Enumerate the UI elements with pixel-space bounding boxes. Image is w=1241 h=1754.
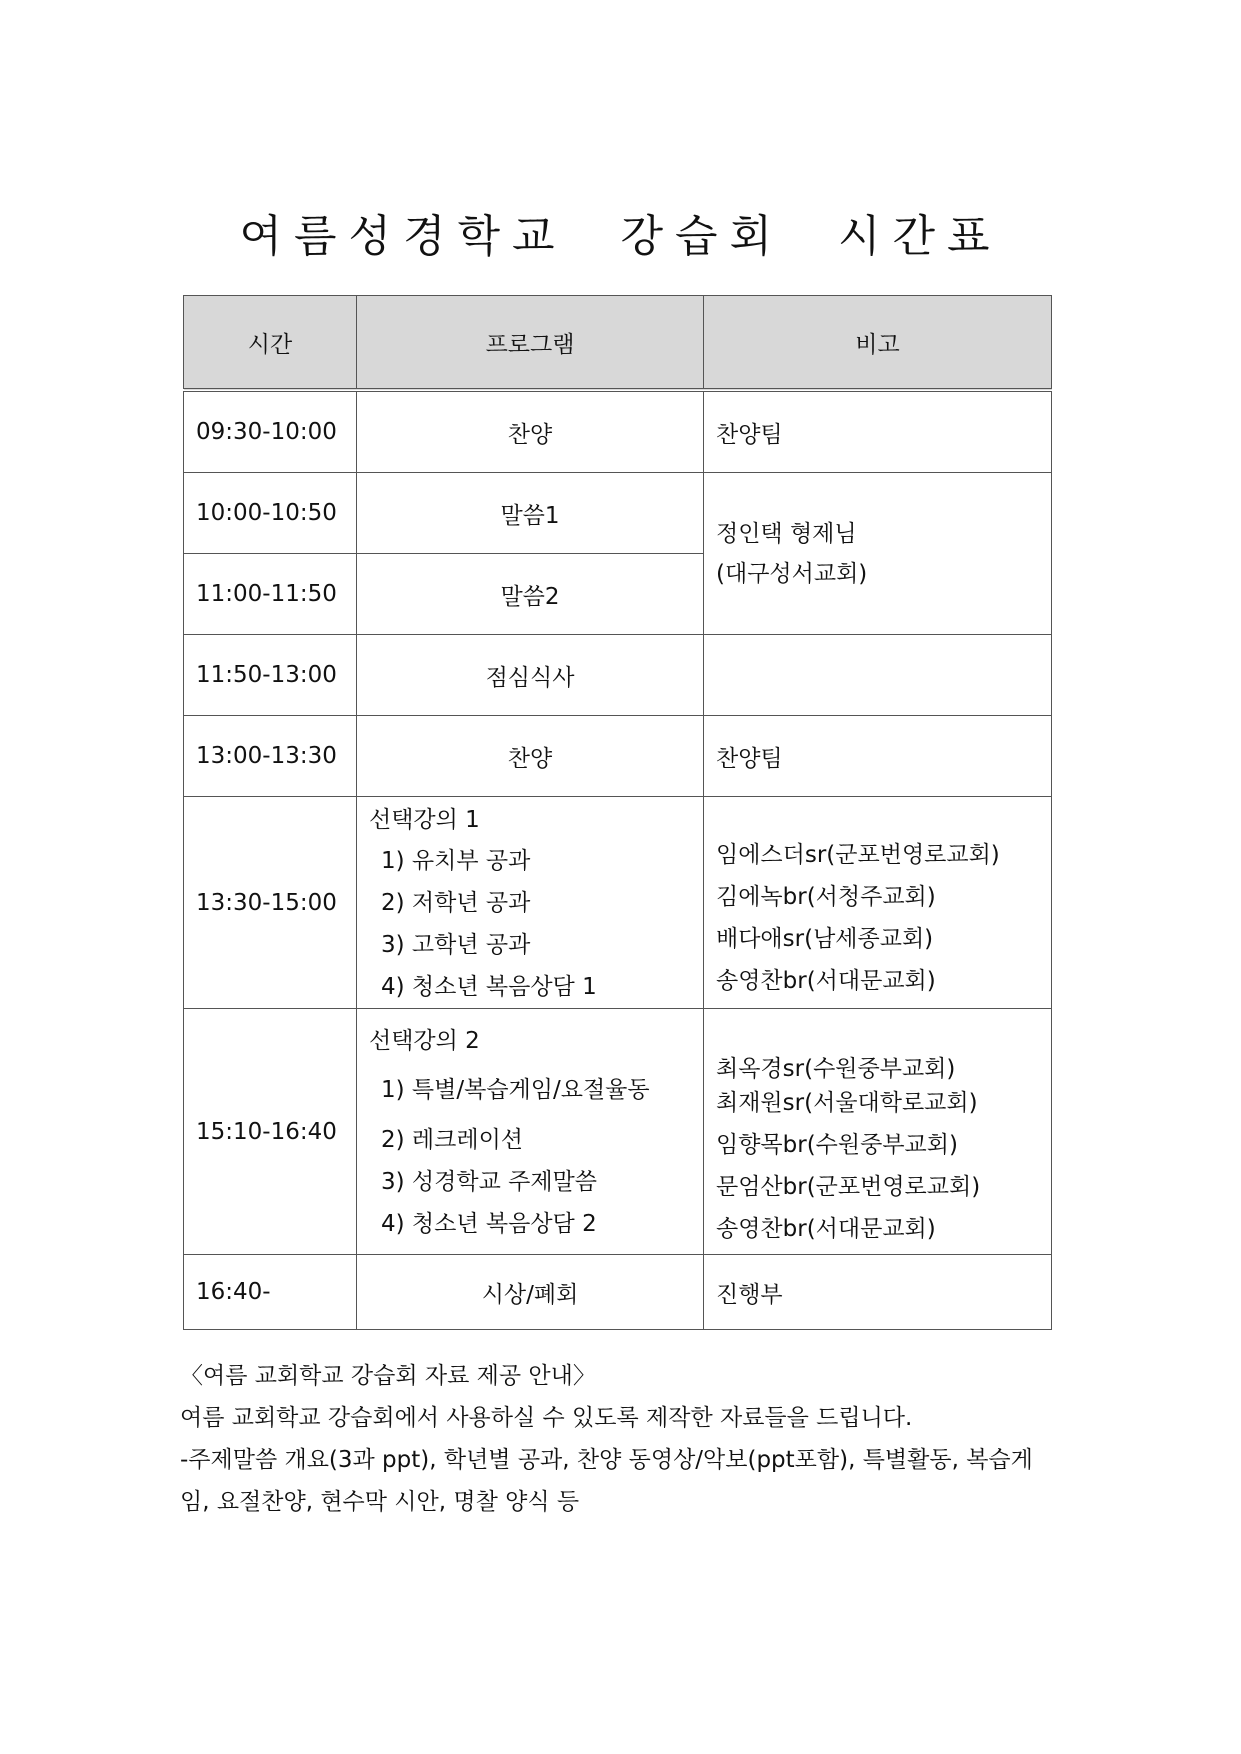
program-cell: 말씀1: [357, 473, 704, 554]
note-cell: 찬양팀: [704, 390, 1052, 473]
note-cell: [704, 1009, 1052, 1255]
table-row: [184, 716, 1052, 797]
list-item: 2) 레크레이션: [381, 1127, 524, 1153]
time-cell: 13:00-13:30: [184, 716, 357, 797]
note-cell: 찬양팀: [704, 716, 1052, 797]
time-cell: 09:30-10:00: [184, 390, 357, 473]
table-row: [184, 473, 1052, 554]
elective-title: 선택강의 1: [369, 807, 480, 833]
note-cell-speaker: [704, 473, 1052, 635]
elective-title: 선택강의 2: [369, 1028, 480, 1054]
schedule-table: [183, 295, 1052, 1330]
list-item: 임향목br(수원중부교회): [716, 1131, 958, 1158]
list-item: 1) 특별/복습게임/요절율동: [381, 1077, 650, 1103]
header-program: 프로그램: [357, 296, 704, 391]
note-cell: [704, 635, 1052, 716]
program-cell: 시상/폐회: [357, 1255, 704, 1330]
list-item: 문엄산br(군포번영로교회): [716, 1173, 981, 1200]
header-time: 시간: [184, 296, 357, 391]
list-item: 4) 청소년 복음상담 1: [381, 974, 597, 1000]
notice-heading: 〈여름 교회학교 강습회 자료 제공 안내〉: [180, 1363, 596, 1389]
table-row: [184, 1009, 1052, 1255]
program-cell: [357, 797, 704, 1009]
speaker-church: (대구성서교회): [716, 560, 868, 587]
time-cell: 15:10-16:40: [184, 1009, 357, 1255]
table-row: [184, 797, 1052, 1009]
note-cell: 진행부: [704, 1255, 1052, 1330]
materials-notice: [180, 1355, 1060, 1523]
list-item: 3) 성경학교 주제말씀: [381, 1169, 597, 1195]
list-item: 송영찬br(서대문교회): [716, 1215, 936, 1242]
instructor-list: [716, 834, 1039, 1002]
table-header-row: [184, 296, 1052, 391]
instructor-name: 최옥경sr(수원중부교회): [716, 1055, 956, 1082]
table-row: [184, 1255, 1052, 1330]
notice-line: -주제말씀 개요(3과 ppt), 학년별 공과, 찬양 동영상/악보(ppt포함), 특별활동, 복습게임, 요절찬양, 현수막 시안, 명찰 양식 등: [180, 1447, 1033, 1515]
list-item: 임에스더sr(군포번영로교회): [716, 841, 1000, 868]
list-item: 4) 청소년 복음상담 2: [381, 1211, 597, 1237]
program-cell: 점심식사: [357, 635, 704, 716]
list-item: 2) 저학년 공과: [381, 890, 531, 916]
table-row: [184, 635, 1052, 716]
time-cell: 11:50-13:00: [184, 635, 357, 716]
program-cell: 말씀2: [357, 554, 704, 635]
program-cell: 찬양: [357, 390, 704, 473]
instructor-name: 최재원sr(서울대학로교회): [716, 1089, 978, 1116]
table-row: [184, 390, 1052, 473]
program-cell: [357, 1009, 704, 1255]
page-title: 여름성경학교 강습회 시간표: [239, 211, 1002, 262]
list-item: 3) 고학년 공과: [381, 932, 531, 958]
elective-list: [369, 1061, 691, 1245]
program-cell: 찬양: [357, 716, 704, 797]
list-item: 김에녹br(서청주교회): [716, 883, 936, 910]
header-note: 비고: [704, 296, 1052, 391]
list-item: 배다애sr(남세종교회): [716, 925, 934, 952]
time-cell: 16:40-: [184, 1255, 357, 1330]
time-cell: 10:00-10:50: [184, 473, 357, 554]
elective-list: [369, 840, 691, 1008]
notice-line: 여름 교회학교 강습회에서 사용하실 수 있도록 제작한 자료들을 드립니다.: [180, 1405, 913, 1431]
list-item: [716, 1048, 1039, 1124]
note-cell: [704, 797, 1052, 1009]
time-cell: 11:00-11:50: [184, 554, 357, 635]
time-cell: 13:30-15:00: [184, 797, 357, 1009]
instructor-list: [716, 1048, 1039, 1250]
speaker-name: 정인택 형제님: [716, 520, 857, 547]
list-item: 송영찬br(서대문교회): [716, 967, 936, 994]
list-item: 1) 유치부 공과: [381, 848, 531, 874]
